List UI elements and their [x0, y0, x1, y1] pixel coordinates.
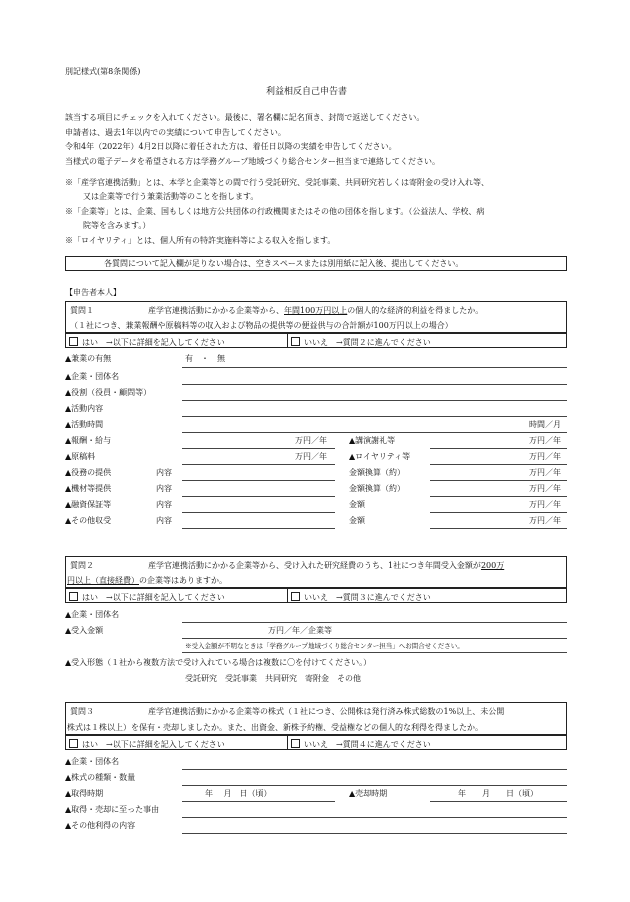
other-field[interactable] — [182, 528, 335, 529]
q3-no-label: いいえ →質問４に進んでください — [304, 740, 431, 749]
checkbox-icon[interactable] — [291, 337, 300, 346]
royalty-field[interactable] — [430, 464, 567, 465]
content-label: 内容 — [156, 516, 172, 525]
q3-row-label: ▲取得時期 — [65, 789, 104, 798]
role-field[interactable] — [182, 400, 567, 401]
company-field[interactable] — [182, 384, 567, 385]
q1-row-label: ▲融資保証等 — [65, 500, 112, 509]
q1-no-label: いいえ →質問２に進んでください — [304, 338, 431, 347]
q1-row-label: ▲役務の提供 — [65, 468, 112, 477]
q2-form-options[interactable]: 受託研究 受託事業 共同研究 寄附金 その他 — [185, 674, 361, 683]
q3-text-line2: 株式は１株以上）を保有・売却しましたか。また、出資金、新株予約権、受益権などの個人的な利得を得ましたか。 — [67, 723, 483, 732]
unit-label: 万円／年 — [529, 516, 561, 525]
q2-received-field[interactable] — [182, 638, 567, 639]
intro-line: 該当する項目にチェックを入れてください。最後に、署名欄に記名頂き、封筒で返送してください。 — [65, 113, 425, 122]
time-field[interactable] — [182, 432, 567, 433]
equipment-amount-field[interactable] — [430, 496, 567, 497]
unit-label: 時間／月 — [529, 420, 561, 429]
q2-text-part: の企業等はありますか。 — [139, 576, 227, 585]
note-line: ※「産学官連携活動」とは、本学と企業等との間で行う受託研究、受託事業、共同研究若しくは寄附金の受け入れ等、 — [65, 178, 489, 187]
q3-stock-field[interactable] — [182, 785, 567, 786]
q1-row-label: ▲原稿料 — [65, 452, 96, 461]
q1-row-label: ▲活動時間 — [65, 420, 104, 429]
checkbox-icon[interactable] — [69, 337, 78, 346]
q2-no-label: いいえ →質問３に進んでください — [304, 593, 431, 602]
unit-label: 万円／年 — [529, 468, 561, 477]
intro-line: 当様式の電子データを希望される方は学務グループ地域づくり総合センター担当まで連絡してください。 — [65, 157, 441, 166]
q2-note: ※受入金額が不明なときは「学務グループ地域づくり総合センター担当」へお問合せください。 — [185, 642, 464, 650]
notice-box — [65, 256, 567, 271]
equipment-field[interactable] — [182, 496, 335, 497]
q1-no-option[interactable] — [291, 337, 431, 347]
q1-label: 質問１ — [70, 306, 94, 315]
q2-row-label: ▲受入形態（１社から複数方法で受け入れている場合は複数に〇を付けてください。） — [65, 658, 372, 667]
q2-text-underline: 円以上（直接経費） — [67, 576, 139, 585]
q3-row-label: ▲取得・売却に至った事由 — [65, 805, 160, 814]
guarantee-amount-field[interactable] — [430, 512, 567, 513]
conv-label: 金額換算（約） — [349, 484, 405, 493]
checkbox-icon[interactable] — [69, 739, 78, 748]
q2-text-part: 産学官連携活動にかかる企業等から、受け入れた研究経費のうち、1社につき年間受入金額が — [148, 561, 481, 570]
q2-no-option[interactable] — [291, 592, 431, 602]
note-line: ※「ロイヤリティ」とは、個人所有の特許実施料等による収入を指します。 — [65, 236, 336, 245]
q2-text — [148, 562, 504, 570]
section-label: 【申告者本人】 — [65, 288, 121, 297]
q1-row-label: ▲その他収受 — [65, 516, 112, 525]
q1-row-label: ▲ロイヤリティ等 — [349, 452, 411, 461]
checkbox-icon[interactable] — [69, 592, 78, 601]
q3-label: 質問３ — [70, 707, 94, 716]
q1-subtext: （１社につき、兼業報酬や原稿料等の収入および物品の提供等の便益供与の合計額が100万円以上の場合） — [70, 321, 453, 330]
note-line: 院等を含みます。） — [83, 221, 151, 230]
q2-text-underline: 200万 — [480, 561, 505, 570]
q1-text-underline: 年間100万円以上 — [284, 306, 348, 315]
unit-label: 万円／年 — [529, 484, 561, 493]
q2-yes-option[interactable] — [69, 592, 225, 602]
q3-company-field[interactable] — [182, 769, 567, 770]
checkbox-icon[interactable] — [291, 592, 300, 601]
q3-row-label: ▲株式の種類・数量 — [65, 773, 136, 782]
note-line: ※「企業等」とは、企業、国もしくは地方公共団体の行政機関またはその他の団体を指します。（公益法人、学校、病 — [65, 207, 485, 216]
acquire-date[interactable]: 年 月 日（頃） — [205, 789, 272, 798]
form-label: 別記様式(第8条関係) — [65, 67, 141, 76]
pay-field[interactable] — [182, 448, 335, 449]
q1-row-label: ▲兼業の有無 — [65, 354, 112, 363]
q1-row-label: ▲役割（役員・顧問等） — [65, 388, 152, 397]
kengyo-value[interactable]: 有 ・ 無 — [185, 354, 225, 363]
unit-label: 万円／年 — [295, 452, 327, 461]
lecture-field[interactable] — [430, 448, 567, 449]
intro-line: 令和4年（2022年）4月2日以降に着任された方は、着任日以降の実績を申告してください。 — [65, 142, 397, 151]
guarantee-field[interactable] — [182, 512, 335, 513]
unit-label: 万円／年 — [529, 436, 561, 445]
q3-text: 産学官連携活動にかかる企業等の株式（１社につき、公開株は発行済み株式総数の1%以上、未公開 — [148, 707, 505, 716]
q2-header — [65, 556, 567, 588]
q1-text — [148, 307, 483, 315]
content-label: 内容 — [156, 500, 172, 509]
q2-row-label: ▲企業・団体名 — [65, 610, 120, 619]
unit-label: 万円／年 — [295, 436, 327, 445]
q3-yes-label: はい →以下に詳細を記入してください — [82, 740, 225, 749]
unit-label: 万円／年／企業等 — [268, 626, 332, 635]
amount-label: 金額 — [349, 500, 365, 509]
intro-line: 申請者は、過去1年以内での実績について申告してください。 — [65, 128, 286, 137]
other-amount-field[interactable] — [430, 528, 567, 529]
q1-row-label: ▲企業・団体名 — [65, 372, 120, 381]
amount-label: 金額 — [349, 516, 365, 525]
q1-text-part: の個人的な経済的利益を得ましたか。 — [347, 306, 484, 315]
sell-date[interactable]: 年 月 日（頃） — [458, 789, 538, 798]
labor-field[interactable] — [182, 480, 335, 481]
q2-text-line2 — [67, 577, 227, 585]
q1-row-label: ▲活動内容 — [65, 404, 104, 413]
q3-header — [65, 702, 567, 735]
q2-company-field[interactable] — [182, 622, 567, 623]
q3-row-label: ▲企業・団体名 — [65, 757, 120, 766]
content-label: 内容 — [156, 468, 172, 477]
q1-header — [65, 301, 567, 333]
q3-no-option[interactable] — [291, 739, 431, 749]
labor-amount-field[interactable] — [430, 480, 567, 481]
note-line: 又は企業等で行う兼業活動等のことを指します。 — [83, 192, 259, 201]
q3-yes-option[interactable] — [69, 739, 225, 749]
q2-yes-label: はい →以下に詳細を記入してください — [82, 593, 225, 602]
q2-row-label: ▲受入金額 — [65, 626, 104, 635]
q3-reason-field[interactable] — [182, 817, 567, 818]
q3-row-label: ▲売却時期 — [349, 789, 388, 798]
q1-text-part: 産学官連携活動にかかる企業等から、 — [148, 306, 284, 315]
q1-row-label: ▲機材等提供 — [65, 484, 112, 493]
conv-label: 金額換算（約） — [349, 468, 405, 477]
unit-label: 万円／年 — [529, 500, 561, 509]
q3-other-field[interactable] — [182, 833, 567, 834]
q1-row-label: ▲報酬・給与 — [65, 436, 112, 445]
checkbox-icon[interactable] — [291, 739, 300, 748]
q1-yes-option[interactable] — [69, 337, 225, 347]
content-label: 内容 — [156, 484, 172, 493]
page-title: 利益相反自己申告書 — [266, 87, 348, 97]
q1-row-label: ▲講演謝礼等 — [349, 436, 396, 445]
unit-label: 万円／年 — [529, 452, 561, 461]
manuscript-field[interactable] — [182, 464, 335, 465]
q1-yes-label: はい →以下に詳細を記入してください — [82, 338, 225, 347]
activity-field[interactable] — [182, 416, 567, 417]
q3-row-label: ▲その他利得の内容 — [65, 821, 136, 830]
notice-text: 各質問について記入欄が足りない場合は、空きスペースまたは別用紙に記入後、提出してください。 — [104, 259, 464, 268]
q2-label: 質問２ — [70, 561, 94, 570]
